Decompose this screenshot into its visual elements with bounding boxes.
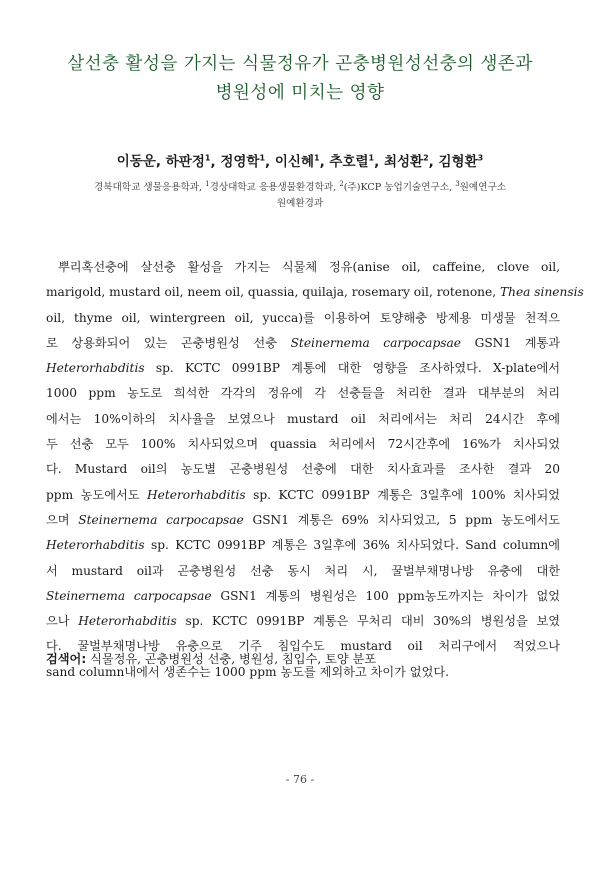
abstract-line bbox=[46, 457, 560, 482]
abstract-text: 으며 bbox=[46, 512, 79, 527]
author: 추호렬$^1$, bbox=[329, 153, 384, 170]
abstract-line bbox=[46, 609, 560, 634]
title-line-1: 살선충 활성을 가지는 식물정유가 곤충병원성선충의 생존과 bbox=[67, 54, 533, 74]
affiliation-line-1 bbox=[40, 176, 560, 196]
title-line-2: 병원성에 미치는 영향 bbox=[215, 83, 385, 103]
author-name: 추호렬 bbox=[329, 153, 369, 170]
author-affiliation-mark: 2 bbox=[423, 153, 429, 162]
affiliation-1-mark: 1 bbox=[205, 180, 210, 188]
abstract-text: 으나 bbox=[46, 614, 79, 629]
abstract-line bbox=[46, 306, 560, 331]
author-name: 하판정 bbox=[165, 153, 205, 170]
author: 최성환$^2$, bbox=[383, 153, 439, 170]
abstract-text: GSN1 계통과 bbox=[461, 335, 561, 350]
abstract-text: marigold, mustard oil, neem oil, quassia, quilaja, rosemary oil, rotenone, bbox=[46, 285, 500, 300]
abstract-line bbox=[46, 483, 560, 508]
author-affiliation-mark: 3 bbox=[477, 153, 484, 162]
keywords-label: 검색어: bbox=[46, 652, 87, 666]
abstract-text: 다. Mustard oil의 농도별 곤충병원성 선충에 대한 치사효과를 조사한 결과 20 bbox=[46, 462, 560, 477]
author-affiliation-mark: 1 bbox=[204, 153, 211, 162]
author-name: 이신혜 bbox=[274, 153, 314, 170]
author-affiliation-mark: 1 bbox=[368, 153, 375, 162]
abstract-line bbox=[46, 432, 560, 457]
abstract-line bbox=[46, 331, 560, 356]
abstract-text: sp. KCTC 0991BP 계통은 3일후에 36% 치사되었다. Sand column에 bbox=[144, 538, 560, 553]
abstract-line bbox=[46, 584, 560, 609]
affiliation-0: 경북대학교 생물응용학과, bbox=[94, 182, 203, 194]
abstract-text: sp. KCTC 0991BP 계통은 무처리 대비 30%의 병원성을 보였 bbox=[176, 614, 560, 629]
abstract-text: 두 선충 모두 100% 치사되었으며 quassia 처리에서 72시간후에 16%가 치사되었 bbox=[46, 437, 560, 452]
page-number: - 76 - bbox=[285, 773, 315, 786]
author: 이동운, bbox=[116, 153, 166, 170]
keywords-text: 식물정유, 곤충병원성 선충, 병원성, 침입수, 토양 분포 bbox=[90, 652, 377, 666]
abstract-text: 서 mustard oil과 곤충병원성 선충 동시 처리 시, 꿀벌부채명나방 유충에 대한 bbox=[46, 563, 560, 578]
abstract-text: 다. 꿀벌부채명나방 유충으로 기주 침입수도 mustard oil 처리구에서 적었으나 bbox=[46, 639, 560, 654]
affiliation-2-mark: 2 bbox=[339, 180, 344, 188]
author-list bbox=[40, 148, 560, 172]
abstract-line bbox=[46, 381, 560, 406]
affiliations bbox=[40, 176, 560, 212]
abstract-line bbox=[46, 356, 560, 381]
author-affiliation-mark: 1 bbox=[313, 153, 320, 162]
species-name: Heterorhabditis bbox=[78, 614, 177, 629]
author bbox=[439, 154, 484, 170]
abstract-text: 1000 ppm 농도로 희석한 각각의 정유에 각 선충들을 처리한 결과 대부분의 처리 bbox=[46, 386, 560, 401]
species-name: Thea sinensis bbox=[499, 285, 584, 300]
abstract-text: 에서는 10%이하의 치사율을 보였으나 mustard oil 처리에서는 처리 24시간 후에 bbox=[46, 411, 560, 426]
species-name: Steinernema carpocapsae bbox=[78, 512, 244, 527]
abstract-line bbox=[46, 255, 560, 280]
abstract-text: 로 상용화되어 있는 곤충병원성 선충 bbox=[46, 335, 291, 350]
abstract-text: GSN1 계통은 69% 치사되었고, 5 ppm 농도에서도 bbox=[243, 512, 561, 527]
abstract-body bbox=[46, 255, 584, 685]
paper-title bbox=[40, 50, 560, 108]
abstract-line bbox=[46, 533, 560, 558]
affiliation-3: 원예연구소 bbox=[459, 182, 506, 194]
abstract-line bbox=[46, 508, 560, 533]
affiliation-1: 경상대학교 응용생물환경학과, bbox=[209, 182, 337, 194]
affiliation-2: (주)KCP 농업기술연구소, bbox=[343, 182, 453, 194]
author: 하판정$^1$, bbox=[165, 153, 221, 170]
abstract-text: sp. KCTC 0991BP 계통에 대한 영향을 조사하였다. X-plate에서 bbox=[144, 361, 560, 376]
author-name: 김형환 bbox=[438, 153, 478, 170]
species-name: Heterorhabditis bbox=[46, 361, 145, 376]
species-name: Heterorhabditis bbox=[46, 538, 145, 553]
abstract-text: sp. KCTC 0991BP 계통은 3일후에 100% 치사되었 bbox=[245, 487, 560, 502]
author-name: 최성환 bbox=[383, 153, 424, 170]
species-name: Heterorhabditis bbox=[147, 487, 246, 502]
species-name: Steinernema carpocapsae bbox=[46, 588, 212, 603]
affiliation-3-dept: 원예환경과 bbox=[276, 198, 324, 210]
species-name: Steinernema carpocapsae bbox=[290, 335, 461, 350]
affiliation-line-2 bbox=[40, 196, 560, 212]
abstract-text: ppm 농도에서도 bbox=[46, 487, 147, 502]
author-affiliation-mark: 1 bbox=[259, 153, 266, 162]
abstract-line bbox=[46, 407, 560, 432]
author-name: 이동운 bbox=[116, 153, 156, 170]
author-name: 정영학 bbox=[220, 153, 260, 170]
affiliation-3-mark: 3 bbox=[455, 180, 460, 188]
abstract-line bbox=[46, 280, 584, 305]
keywords bbox=[46, 649, 560, 669]
abstract-text: 뿌리혹선충에 살선충 활성을 가지는 식물체 정유(anise oil, caffeine, clove oil, bbox=[58, 260, 560, 274]
abstract-text: oil, thyme oil, wintergreen oil, yucca)를 이용하여 토양해충 방제용 미생물 천적으 bbox=[46, 310, 560, 325]
abstract-text: GSN1 계통의 병원성은 100 ppm농도까지는 차이가 없었 bbox=[211, 588, 560, 603]
abstract-line bbox=[46, 559, 560, 584]
abstract-text: sand column내에서 생존수는 1000 ppm 농도를 제외하고 차이가 없었다. bbox=[46, 664, 449, 679]
author: 이신혜$^1$, bbox=[274, 153, 330, 170]
author: 정영학$^1$, bbox=[220, 153, 275, 170]
